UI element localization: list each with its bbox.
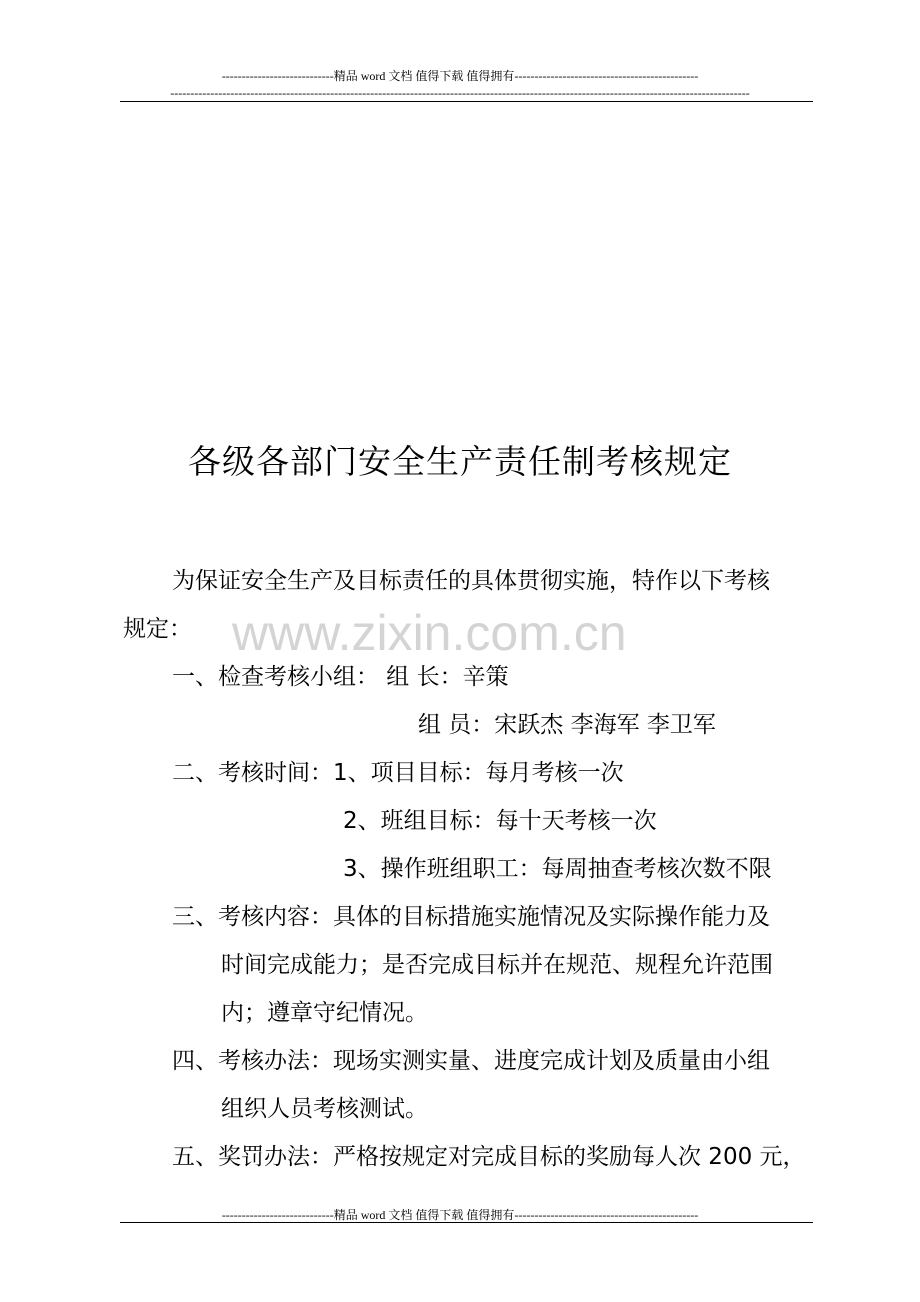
- section-2-line-3: 3、操作班组职工：每周抽查考核次数不限: [343, 856, 772, 882]
- section-1-line-2: 组 员：宋跃杰 李海军 李卫军: [418, 712, 716, 738]
- footer-rule: [120, 1222, 813, 1223]
- intro-line-2: 规定：: [123, 616, 192, 642]
- document-title: 各级各部门安全生产责任制考核规定: [188, 442, 732, 481]
- section-2-line-2: 2、班组目标：每十天考核一次: [343, 808, 657, 834]
- footer-banner: ----------------------------精品 word 文档 值得下载 值得拥有----------------------------------------------: [221, 1208, 699, 1222]
- header-dashes: -------------------------------------------------------------------------------------------------------------------------------------------------: [170, 86, 750, 100]
- header-rule: [120, 101, 813, 102]
- section-4-line-2: 组织人员考核测试。: [221, 1096, 428, 1122]
- section-3-line-3: 内；遵章守纪情况。: [221, 1000, 428, 1026]
- section-4-line-1: 四、考核办法：现场实测实量、进度完成计划及质量由小组: [172, 1048, 770, 1074]
- section-3-line-2: 时间完成能力；是否完成目标并在规范、规程允许范围: [221, 952, 773, 978]
- header-banner: ----------------------------精品 word 文档 值得下载 值得拥有----------------------------------------------: [221, 69, 699, 83]
- section-3-line-1: 三、考核内容：具体的目标措施实施情况及实际操作能力及: [172, 904, 770, 930]
- intro-line-1: 为保证安全生产及目标责任的具体贯彻实施，特作以下考核: [172, 568, 770, 594]
- section-1-line-1: 一、检查考核小组： 组 长：辛策: [172, 664, 509, 690]
- section-5-line-1: 五、奖罚办法：严格按规定对完成目标的奖励每人次 200 元，: [172, 1144, 806, 1170]
- section-2-line-1: 二、考核时间：1、项目目标：每月考核一次: [172, 760, 624, 786]
- watermark: www.zixin.com.cn: [232, 605, 627, 661]
